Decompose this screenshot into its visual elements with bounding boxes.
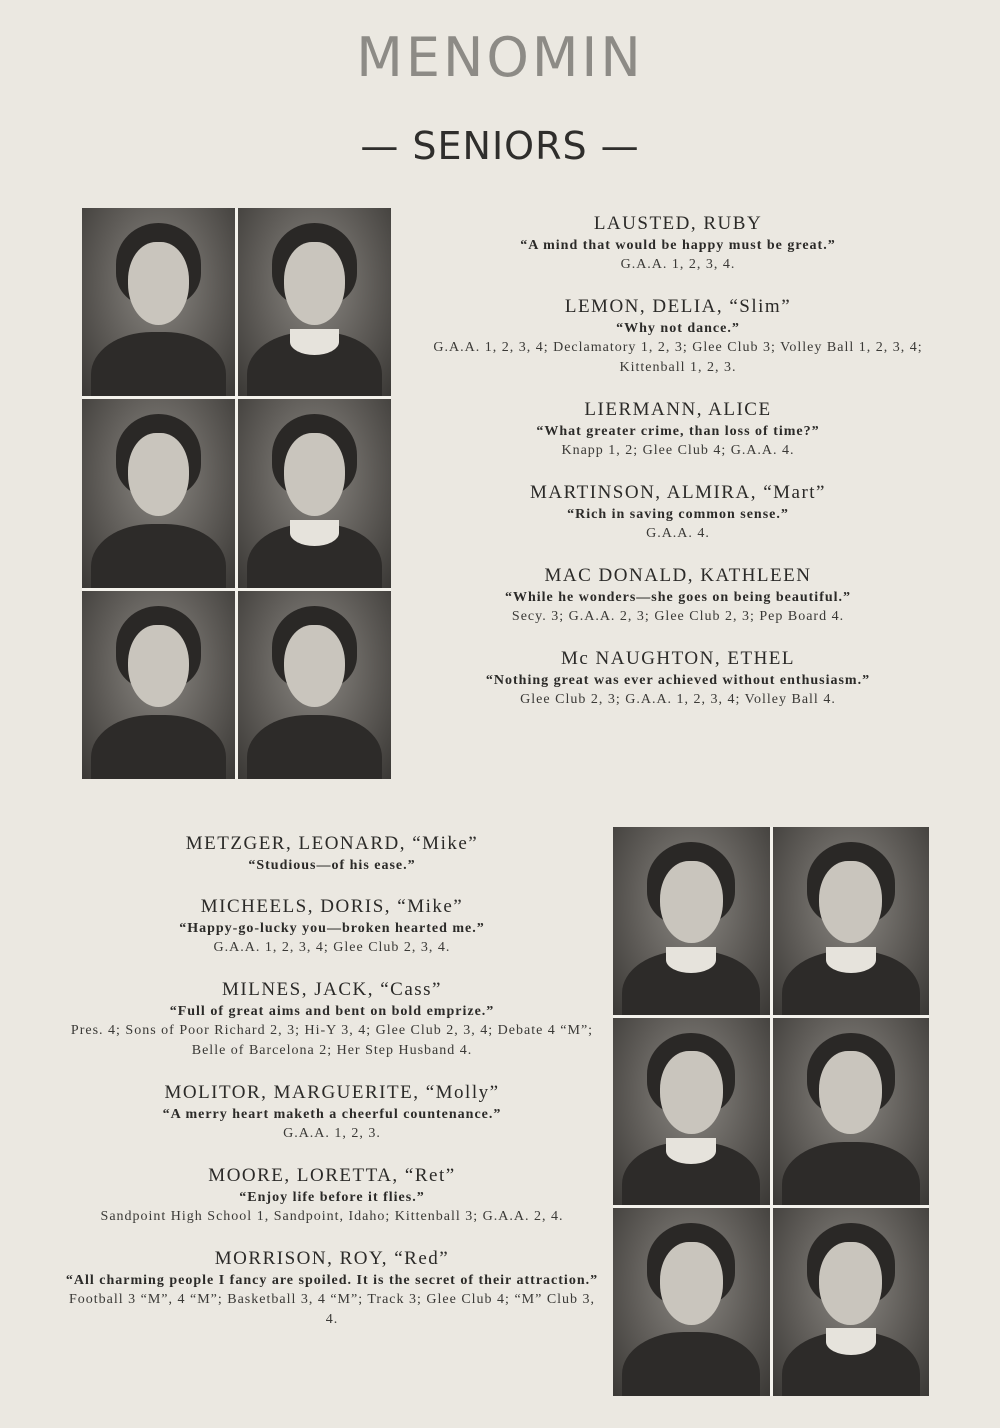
- senior-entry: [405, 295, 951, 378]
- senior-name: MAC DONALD, KATHLEEN: [544, 565, 812, 586]
- senior-quote: “Studious—of his ease.”: [248, 858, 416, 873]
- senior-entry: [405, 481, 951, 544]
- senior-name: LAUSTED, RUBY: [593, 213, 763, 234]
- portrait-photo: [82, 399, 235, 587]
- senior-entry: [405, 564, 951, 627]
- senior-quote: “Nothing great was ever achieved without enthusiasm.”: [485, 673, 871, 688]
- portrait-photo: [82, 208, 235, 396]
- portrait-photo: [773, 1018, 930, 1206]
- senior-quote: “A mind that would be happy must be great.”: [520, 238, 836, 253]
- senior-name: MICHEELS, DORIS, “Mike”: [200, 896, 464, 917]
- senior-entry: [405, 212, 951, 275]
- senior-name: METZGER, LEONARD, “Mike”: [185, 833, 479, 854]
- senior-entry: [62, 1081, 602, 1144]
- senior-entry: [62, 895, 602, 958]
- senior-quote: “What greater crime, than loss of time?”: [536, 424, 820, 439]
- senior-quote: “While he wonders—she goes on being beautiful.”: [504, 590, 852, 605]
- bottom-photo-grid: [613, 827, 929, 1396]
- senior-quote: “Why not dance.”: [616, 321, 740, 336]
- senior-activities: Football 3 “M”, 4 “M”; Basketball 3, 4 “M”; Track 3; Glee Club 4; “M” Club 3, 4.: [68, 1292, 596, 1327]
- senior-quote: “Rich in saving common sense.”: [567, 507, 789, 522]
- top-senior-entries: [405, 212, 951, 730]
- senior-name: Mc NAUGHTON, ETHEL: [560, 648, 796, 669]
- portrait-photo: [238, 399, 391, 587]
- senior-activities: Pres. 4; Sons of Poor Richard 2, 3; Hi-Y 3, 4; Glee Club 2, 3, 4; Debate 4 “M”; Belle of Barcelona 2; Her Step Husband 4.: [70, 1023, 594, 1058]
- senior-entry: [62, 1164, 602, 1227]
- senior-quote: “All charming people I fancy are spoiled. It is the secret of their attraction.”: [65, 1273, 599, 1288]
- portrait-photo: [238, 208, 391, 396]
- senior-activities: G.A.A. 4.: [646, 526, 710, 541]
- senior-entry: [405, 647, 951, 710]
- senior-quote: “Happy-go-lucky you—broken hearted me.”: [179, 921, 485, 936]
- senior-entry: [62, 978, 602, 1061]
- portrait-photo: [773, 827, 930, 1015]
- portrait-photo: [82, 591, 235, 779]
- portrait-photo: [238, 591, 391, 779]
- senior-name: MOORE, LORETTA, “Ret”: [208, 1165, 456, 1186]
- section-title: — SENIORS —: [360, 124, 640, 168]
- portrait-photo: [613, 827, 770, 1015]
- senior-activities: G.A.A. 1, 2, 3, 4.: [620, 257, 736, 272]
- senior-activities: Sandpoint High School 1, Sandpoint, Idaho; Kittenball 3; G.A.A. 2, 4.: [100, 1209, 564, 1224]
- page-title: MENOMIN: [356, 26, 644, 89]
- senior-quote: “Enjoy life before it flies.”: [239, 1190, 425, 1205]
- senior-name: LEMON, DELIA, “Slim”: [564, 296, 792, 317]
- senior-entry: [62, 1247, 602, 1330]
- senior-entry: [62, 832, 602, 875]
- senior-name: MORRISON, ROY, “Red”: [214, 1248, 450, 1269]
- senior-activities: Knapp 1, 2; Glee Club 4; G.A.A. 4.: [561, 443, 795, 458]
- senior-name: MOLITOR, MARGUERITE, “Molly”: [164, 1082, 500, 1103]
- portrait-photo: [613, 1018, 770, 1206]
- top-photo-grid: [82, 208, 391, 779]
- senior-name: MILNES, JACK, “Cass”: [222, 979, 442, 1000]
- senior-entry: [405, 398, 951, 461]
- senior-activities: G.A.A. 1, 2, 3, 4; Glee Club 2, 3, 4.: [213, 940, 451, 955]
- senior-activities: Secy. 3; G.A.A. 2, 3; Glee Club 2, 3; Pep Board 4.: [511, 609, 845, 624]
- senior-activities: G.A.A. 1, 2, 3, 4; Declamatory 1, 2, 3; Glee Club 3; Volley Ball 1, 2, 3, 4; Kittenball 1, 2, 3.: [433, 340, 923, 375]
- senior-activities: G.A.A. 1, 2, 3.: [283, 1126, 381, 1141]
- senior-name: MARTINSON, ALMIRA, “Mart”: [529, 482, 826, 503]
- portrait-photo: [613, 1208, 770, 1396]
- senior-name: LIERMANN, ALICE: [584, 399, 772, 420]
- senior-activities: Glee Club 2, 3; G.A.A. 1, 2, 3, 4; Volley Ball 4.: [520, 692, 836, 707]
- portrait-photo: [773, 1208, 930, 1396]
- senior-quote: “Full of great aims and bent on bold emprize.”: [169, 1004, 495, 1019]
- bottom-senior-entries: [62, 832, 602, 1350]
- senior-quote: “A merry heart maketh a cheerful countenance.”: [162, 1107, 502, 1122]
